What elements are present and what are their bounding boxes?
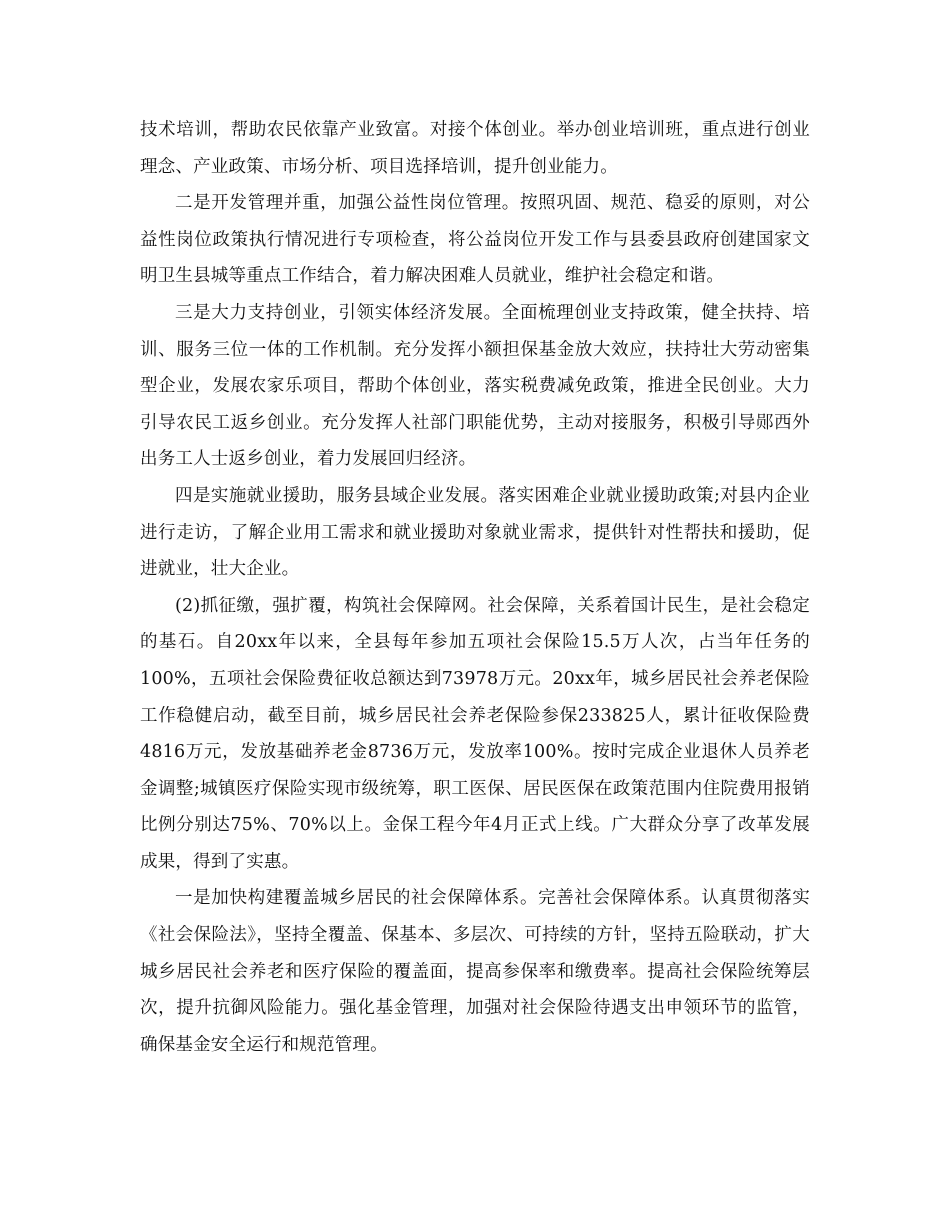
paragraph-social-security-network: (2)抓征缴，强扩覆，构筑社会保障网。社会保障，关系着国计民生，是社会稳定的基石。自20xx年以来，全县每年参加五项社会保险15.5万人次，占当年任务的100%，五项社会保险费征收总额达到73978万元。20xx年，城乡居民社会养老保险工作稳健启动，截至目前，城乡居民社会养老保险参保233825人，累计征收保险费4816万元，发放基础养老金8736万元，发放率100%。按时完成企业退休人员养老金调整;城镇医疗保险实现市级统筹，职工医保、居民医保在政策范围内住院费用报销比例分别达75%、70%以上。金保工程今年4月正式上线。广大群众分享了改革发展成果，得到了实惠。 <box>140 595 810 872</box>
document-body <box>140 112 810 1063</box>
paragraph-public-welfare-posts: 二是开发管理并重，加强公益性岗位管理。按照巩固、规范、稳妥的原则，对公益性岗位政策执行情况进行专项检查，将公益岗位开发工作与县委县政府创建国家文明卫生县城等重点工作结合，着力解决困难人员就业，维护社会稳定和谐。 <box>140 193 810 287</box>
paragraph-continuation: 技术培训，帮助农民依靠产业致富。对接个体创业。举办创业培训班，重点进行创业理念、产业政策、市场分析、项目选择培训，提升创业能力。 <box>140 120 810 177</box>
paragraph-employment-assistance: 四是实施就业援助，服务县域企业发展。落实困难企业就业援助政策;对县内企业进行走访，了解企业用工需求和就业援助对象就业需求，提供针对性帮扶和援助，促进就业，壮大企业。 <box>140 485 810 580</box>
paragraph-social-security-system: 一是加快构建覆盖城乡居民的社会保障体系。完善社会保障体系。认真贯彻落实《社会保险法》，坚持全覆盖、保基本、多层次、可持续的方针，坚持五险联动，扩大城乡居民社会养老和医疗保险的覆盖面，提高参保率和缴费率。提高社会保险统筹层次，提升抗御风险能力。强化基金管理，加强对社会保险待遇支出申领环节的监管，确保基金安全运行和规范管理。 <box>140 888 810 1055</box>
paragraph-entrepreneurship-support: 三是大力支持创业，引领实体经济发展。全面梳理创业支持政策，健全扶持、培训、服务三位一体的工作机制。充分发挥小额担保基金放大效应，扶持壮大劳动密集型企业，发展农家乐项目，帮助个体创业，落实税费减免政策，推进全民创业。大力引导农民工返乡创业。充分发挥人社部门职能优势，主动对接服务，积极引导郧西外出务工人士返乡创业，着力发展回归经济。 <box>140 302 810 470</box>
